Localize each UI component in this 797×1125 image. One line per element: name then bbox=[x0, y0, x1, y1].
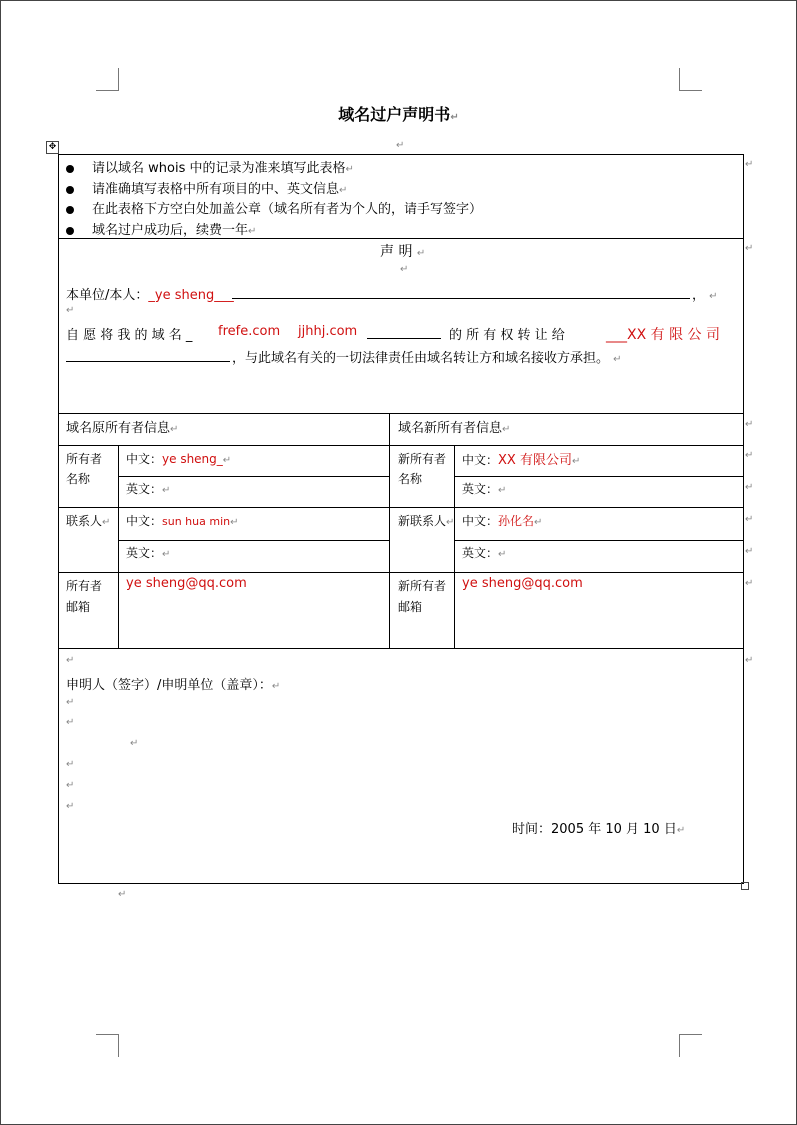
paragraph-mark: ↵ bbox=[66, 717, 75, 728]
paragraph-mark: ↵ bbox=[66, 801, 75, 812]
transfer-mid: 的 所 有 权 转 让 给 bbox=[449, 328, 565, 343]
row-end-mark: ↵ bbox=[745, 159, 754, 170]
owner-zh: 中文：ye sheng_↵ bbox=[126, 452, 232, 466]
new-contact-label: 新联系人↵ bbox=[398, 514, 455, 528]
table-rule bbox=[454, 540, 743, 541]
row-end-mark: ↵ bbox=[745, 419, 754, 430]
original-owner-header: 域名原所有者信息↵ bbox=[66, 421, 179, 436]
table-rule bbox=[58, 238, 743, 239]
crop-mark-top-right bbox=[679, 68, 702, 91]
instruction-item: 请以域名 whois 中的记录为准来填写此表格↵ bbox=[66, 157, 354, 176]
instruction-item: 域名过户成功后，续费一年↵ bbox=[66, 219, 256, 238]
table-rule bbox=[454, 445, 455, 648]
new-contact-zh: 中文：孙化名↵ bbox=[462, 514, 543, 528]
owner-en: 英文：↵ bbox=[126, 482, 171, 496]
table-rule bbox=[58, 445, 743, 446]
bullet-icon bbox=[66, 186, 74, 194]
signature-date: 时间：2005 年 10 月 10 日↵ bbox=[512, 822, 686, 837]
self-name: _ye sheng___ bbox=[148, 288, 234, 303]
self-line: 本单位/本人：_ye sheng___ bbox=[66, 288, 234, 303]
new-contact-en: 英文：↵ bbox=[462, 546, 507, 560]
new-owner-en: 英文：↵ bbox=[462, 482, 507, 496]
new-owner-name-label: 新所有者名称 bbox=[398, 452, 447, 486]
contact-zh: 中文：sun hua min↵ bbox=[126, 514, 239, 528]
row-end-mark: ↵ bbox=[745, 578, 754, 589]
row-end-mark: ↵ bbox=[745, 482, 754, 493]
crop-mark-bottom-right bbox=[679, 1034, 702, 1057]
bullet-icon bbox=[66, 227, 74, 235]
table-resize-handle-icon[interactable] bbox=[741, 882, 749, 890]
row-end-mark: ↵ bbox=[745, 655, 754, 666]
row-end-mark: ↵ bbox=[745, 450, 754, 461]
signature-label: 申明人（签字）/申明单位（盖章）：↵ bbox=[66, 678, 281, 693]
table-rule bbox=[118, 540, 389, 541]
instruction-item: 在此表格下方空白处加盖公章（域名所有者为个人的，请手写签字） bbox=[66, 198, 482, 217]
table-rule bbox=[58, 507, 743, 508]
transfer-prefix: 自 愿 将 我 的 域 名 _ bbox=[66, 328, 193, 343]
table-rule bbox=[58, 572, 743, 573]
document-title: 域名过户声明书↵ bbox=[338, 105, 459, 124]
underline bbox=[232, 298, 690, 299]
instruction-item: 请准确填写表格中所有项目的中、英文信息↵ bbox=[66, 178, 347, 197]
paragraph-mark: ↵ bbox=[66, 697, 75, 708]
paragraph-mark: ↵ bbox=[66, 305, 75, 316]
new-owner-email-label: 新所有者邮箱 bbox=[398, 579, 447, 614]
row-end-mark: ↵ bbox=[745, 243, 754, 254]
contact-label: 联系人↵ bbox=[66, 514, 111, 528]
paragraph-mark: ↵ bbox=[66, 780, 75, 791]
owner-name-label: 所有者名称 bbox=[66, 452, 103, 486]
owner-email-label: 所有者邮箱 bbox=[66, 579, 103, 614]
bullet-icon bbox=[66, 165, 74, 173]
transfer-tail: ，与此域名有关的一切法律责任由域名转让方和域名接收方承担。 ↵ bbox=[232, 351, 622, 366]
paragraph-mark: ↵ bbox=[130, 738, 139, 749]
declaration-heading: 声 明 ↵ bbox=[380, 244, 426, 260]
row-end-mark: ↵ bbox=[745, 546, 754, 557]
table-rule bbox=[118, 476, 389, 477]
domain-name-2: jjhhj.com bbox=[298, 324, 358, 339]
table-rule bbox=[389, 413, 390, 648]
domain-name-1: frefe.com bbox=[218, 324, 281, 339]
table-rule bbox=[58, 648, 743, 649]
paragraph-mark: ↵ bbox=[396, 140, 405, 151]
contact-en: 英文：↵ bbox=[126, 546, 171, 560]
new-owner-header: 域名新所有者信息↵ bbox=[398, 421, 511, 436]
new-owner-email: ye sheng@qq.com bbox=[462, 576, 583, 591]
paragraph-mark: ↵ bbox=[118, 889, 127, 900]
underline bbox=[367, 338, 441, 339]
underline bbox=[66, 361, 230, 362]
new-owner-zh: 中文：XX 有限公司↵ bbox=[462, 453, 581, 468]
paragraph-mark: ↵ bbox=[66, 655, 75, 666]
row-end-mark: ↵ bbox=[745, 514, 754, 525]
paragraph-mark: ↵ bbox=[400, 264, 409, 275]
recipient-name: ___XX 有 限 公 司 bbox=[606, 327, 720, 343]
table-rule bbox=[118, 445, 119, 648]
self-suffix: ， ↵ bbox=[692, 288, 718, 303]
table-rule bbox=[454, 476, 743, 477]
table-move-handle-icon[interactable]: ✥ bbox=[46, 141, 59, 154]
bullet-icon bbox=[66, 206, 74, 214]
paragraph-mark: ↵ bbox=[66, 759, 75, 770]
crop-mark-top-left bbox=[96, 68, 119, 91]
table-rule bbox=[58, 413, 743, 414]
crop-mark-bottom-left bbox=[96, 1034, 119, 1057]
owner-email: ye sheng@qq.com bbox=[126, 576, 247, 591]
